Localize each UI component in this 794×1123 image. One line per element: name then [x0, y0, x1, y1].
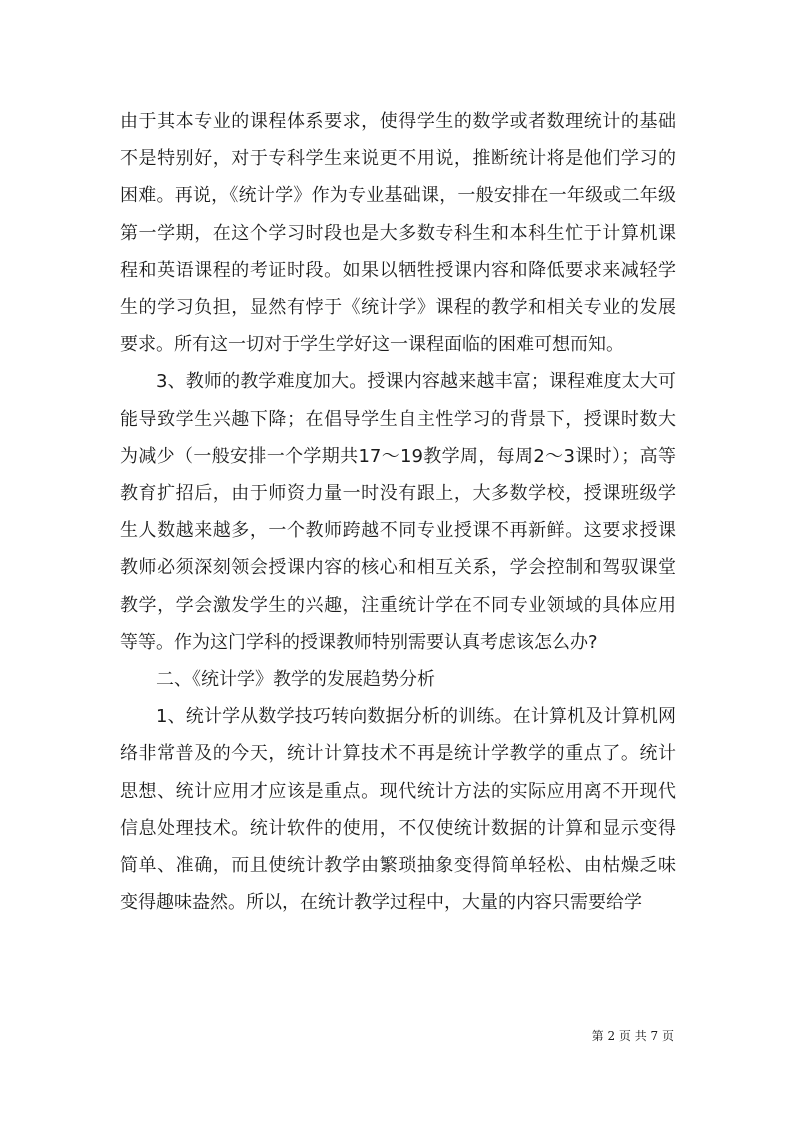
paragraph-data-analysis: 1、统计学从数学技巧转向数据分析的训练。在计算机及计算机网络非常普及的今天，统计计算技术不再是统计学教学的重点了。统计思想、统计应用才应该是重点。现代统计方法的实际应用离不开现代信息处理技术。统计软件的使用，不仅使统计数据的计算和显示变得简单、准确，而且使统计教学由繁琐抽象变得简单轻松、由枯燥乏味变得趣味盎然。所以，在统计教学过程中，大量的内容只需要给学	[120, 706, 676, 914]
section-heading-trends: 二、《统计学》教学的发展趋势分析	[156, 669, 435, 691]
paragraph-teacher-difficulty: 3、教师的教学难度加大。授课内容越来越丰富；课程难度太大可能导致学生兴趣下降；在倡导学生自主性学习的背景下，授课时数大为减少（一般安排一个学期共17～19教学周，每周2～3课时）；高等教育扩招后，由于师资力量一时没有跟上，大多数学校，授课班级学生人数越来越多，一个教师跨越不同专业授课不再新鲜。这要求授课教师必须深刻领会授课内容的核心和相互关系，学会控制和驾驭课堂教学，学会激发学生的兴趣，注重统计学在不同专业领域的具体应用等等。作为这门学科的授课教师特别需要认真考虑该怎么办?	[120, 371, 676, 653]
page-number-footer: 第 2 页 共 7 页	[591, 1029, 674, 1043]
document-body	[120, 103, 676, 921]
paragraph-student-difficulty: 由于其本专业的课程体系要求，使得学生的数学或者数理统计的基础不是特别好，对于专科学生来说更不用说，推断统计将是他们学习的困难。再说，《统计学》作为专业基础课，一般安排在一年级或二年级第一学期，在这个学习时段也是大多数专科生和本科生忙于计算机课程和英语课程的考证时段。如果以牺牲授课内容和降低要求来减轻学生的学习负担，显然有悖于《统计学》课程的教学和相关专业的发展要求。所有这一切对于学生学好这一课程面临的困难可想而知。	[120, 111, 676, 356]
